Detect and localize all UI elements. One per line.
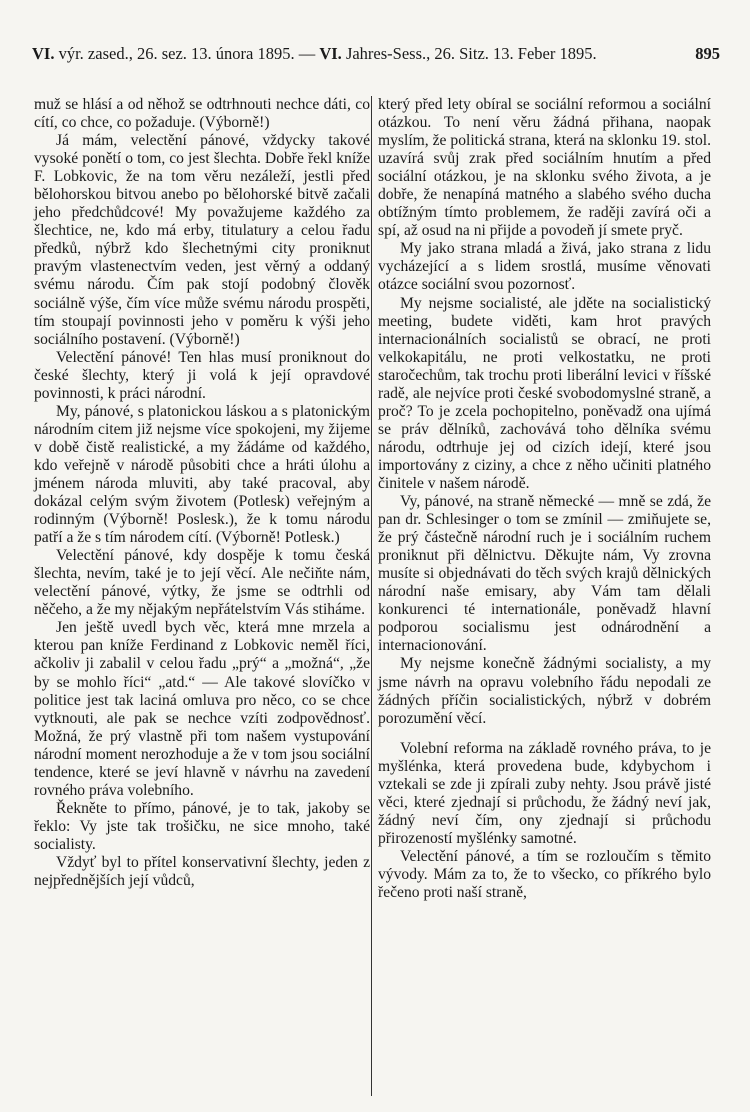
header-right-roman: VI. — [319, 44, 342, 63]
paragraph: My, pánové, s platonickou láskou a s platonickým národním citem již nejsme více spokojeni, my žijeme v době čistě realistické, a my žádáme od každého, kdo veřejně v národě působiti chce a hráti úlohu a jménem národa mluviti, aby také pracoval, aby dokázal celým svým životem (Potlesk) veřejným a rodinným (Výborně! Poslesk.), že k tomu národu patří a že s tím národem cítí. (Výborně! Potlesk.) — [34, 402, 370, 547]
running-head — [32, 44, 689, 64]
left-column — [34, 96, 370, 890]
paragraph: My nejsme socialisté, ale jděte na socialistický meeting, budete viděti, kam hrot pravých internacionálních socialistů se obrací, ne proti velkokapitálu, ne proti velkostatku, ne proti staročechům, tak trochu proti liberální levici v říšské radě, ale nejvíce proti české svobodomyslné straně, a proč? To je zcela pochopitelno, poněvadž ona ujímá se práv dělníků, zachovává toho dělníka svému národu, odtrhuje jej od cizích idejí, které jsou importovány z ciziny, a chce z něho učiniti platného činitele v našem národě. — [378, 294, 711, 492]
paragraph: Velectění pánové, kdy dospěje k tomu česká šlechta, nevím, také je to její věcí. Ale nečiňte nám, velectění pánové, výtky, že jsme se odtrhli od něčeho, a že my nějakým nepřátelstvím Vás stiháme. — [34, 547, 370, 619]
header-left-roman: VI. — [32, 44, 55, 63]
header-left-text: výr. zased., 26. sez. 13. února 1895. — — [54, 44, 320, 63]
paragraph: My nejsme konečně žádnými socialisty, a my jsme návrh na opravu volebního řádu nepodali ze žádných příčin socialistických, nýbrž v dobrém porozumění věcí. — [378, 655, 711, 727]
header-right-text: Jahres-Sess., 26. Sitz. 13. Feber 1895. — [341, 44, 597, 63]
column-divider — [371, 96, 372, 1096]
paragraph: Volební reforma na základě rovného práva, to je myšlénka, která provedena bude, kdybychom i vztekali se zde ji zpírali zuby nehty. Jsou právě jisté věci, které zjednají si průchodu, že žádný neví jak, žádný neví čím, ony zjednají si průchodu přirozeností myšlénky samotné. — [378, 739, 711, 847]
paragraph: Řekněte to přímo, pánové, je to tak, jakoby se řeklo: Vy jste tak trošičku, ne sice mnoho, také socialisty. — [34, 799, 370, 853]
right-column — [378, 96, 711, 902]
paragraph: Já mám, velectění pánové, vždycky takové vysoké ponětí o tom, co jest šlechta. Dobře řekl kníže F. Lobkovic, že na tom věru nezáleží, jestli před bělohorskou bitvou anebo po bělohorské bitvě začali jeho předchůdcové! My považujeme každého za šlechtice, ne, kdo má erby, titulatury a celou řadu předků, nýbrž kdo šlechetnými city proniknut pravým vlastenectvím veden, jest věrný a oddaný svému národu. Čím pak stojí podobný člověk sociálně výše, čím více může svému národu prospěti, tím stoupají povinnosti jeho v poměru k výši jeho sociálního postavení. (Výborně!) — [34, 132, 370, 348]
paragraph: Velectění pánové! Ten hlas musí proniknout do české šlechty, který ji volá k její opravdové povinnosti, k práci národní. — [34, 348, 370, 402]
paragraph: Vždyť byl to přítel konservativní šlechty, jeden z nejpřednějších její vůdců, — [34, 853, 370, 890]
paragraph: Vy, pánové, na straně německé — mně se zdá, že pan dr. Schlesinger o tom se zmínil — zmiňujete se, že prý částečně národní ruch je i sociálním ruchem proniknut při dělnictvu. Děkujte nám, Vy zrovna musíte si objednávati do těch svých krajů dělnických národní naše emisary, aby Vám tam dělali konkurenci té internationále, poněvadž hlavní podporou socialismu jest odnárodnění a internacionování. — [378, 493, 711, 655]
page-header — [32, 44, 720, 64]
page-number: 895 — [695, 44, 720, 63]
paragraph: muž se hlásí a od něhož se odtrhnouti nechce dáti, co cítí, co chce, co požaduje. (Výborně!) — [34, 96, 370, 132]
paragraph: My jako strana mladá a živá, jako strana z lidu vycházející a s lidem srostlá, musíme věnovati otázce sociální svou pozornosť. — [378, 240, 711, 294]
paragraph: Jen ještě uvedl bych věc, která mne mrzela a kterou pan kníže Ferdinand z Lobkovic neměl říci, ačkoliv ji zabalil v celou řadu „prý“ a „možná“, „že by se mohlo říci“ „atd.“ — Ale takové slovíčko v politice jest tak laciná omluva pro něco, co se chce vytknouti, ale pak se nechce vzíti zodpovědnosť. Možná, že prý vlastně při tom našem vystupování národní moment nerozhoduje a že v tom jsou sociální tendence, které se jeví hlavně v návrhu na zavedení rovného práva volebního. — [34, 619, 370, 799]
paragraph: který před lety obíral se sociální reformou a sociální otázkou. To není věru žádná přihana, naopak myslím, že politická strana, která na sklonku 19. stol. uzavírá svůj zrak před sociálním hnutím a před sociální otázkou, je na sklonku svého života, a je dobře, že nenapíná matného a slabého svého ducha obtížným tímto problemem, že raději zavírá oči a spí, až osud na ni přijde a povodeň jí smete pryč. — [378, 96, 711, 240]
paragraph: Velectění pánové, a tím se rozloučím s těmito vývody. Mám za to, že to všecko, co příkrého bylo řečeno proti naší straně, — [378, 847, 711, 902]
